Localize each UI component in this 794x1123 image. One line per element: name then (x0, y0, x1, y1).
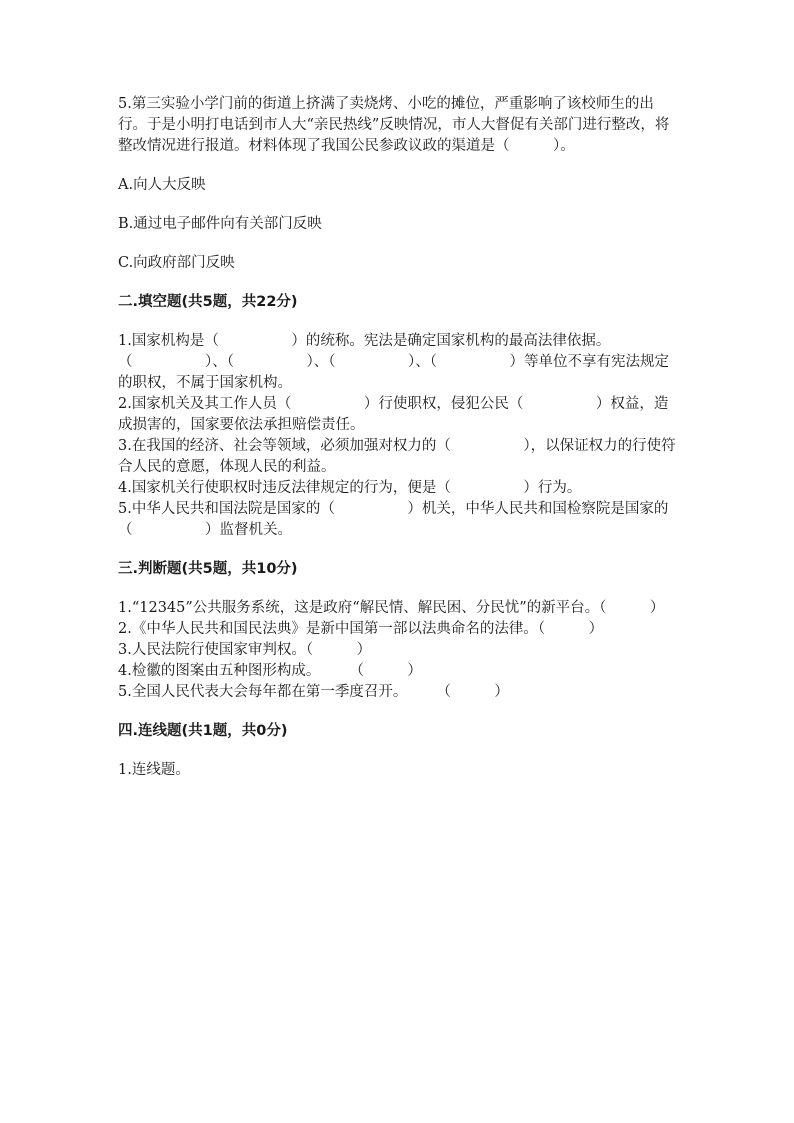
matching-item-1: 1.连线题。 (118, 762, 190, 778)
true-false-list (118, 598, 678, 703)
fill-blank-item-2: 2.国家机关及其工作人员（ ）行使职权，侵犯公民（ ）权益，造成损害的，国家要依法承担赔偿责任。 (118, 396, 669, 433)
true-false-item-3: 3.人民法院行使国家审判权。（ ） (118, 642, 372, 658)
section-matching-title: 四.连线题(共1题，共0分) (118, 723, 288, 739)
option-b: B.通过电子邮件向有关部门反映 (118, 216, 322, 232)
true-false-item-1: 1.“12345”公共服务系统，这是政府“解民情、解民困、分民忧”的新平台。（ ） (118, 600, 665, 616)
true-false-item-5: 5.全国人民代表大会每年都在第一季度召开。 （ ） (118, 684, 509, 700)
fill-blank-item-4: 4.国家机关行使职权时违反法律规定的行为，便是（ ）行为。 (118, 480, 582, 496)
fill-blank-item-1: 1.国家机构是（ ）的统称。宪法是确定国家机构的最高法律依据。（ ）、（ ）、（ ）、（ ）等单位不享有宪法规定的职权，不属于国家机构。 (118, 333, 669, 391)
fill-blank-item-5: 5.中华人民共和国法院是国家的（ ）机关，中华人民共和国检察院是国家的（ ）监督机关。 (118, 501, 669, 538)
section-fill-blank-title: 二.填空题(共5题，共22分) (118, 294, 298, 310)
section-true-false-title: 三.判断题(共5题，共10分) (118, 561, 298, 577)
option-a: A.向人大反映 (118, 177, 206, 193)
option-c: C.向政府部门反映 (118, 255, 235, 271)
fill-blank-item-3: 3.在我国的经济、社会等领域，必须加强对权力的（ ），以保证权力的行使符合人民的意愿，体现人民的利益。 (118, 438, 676, 475)
true-false-item-4: 4.检徽的图案由五种图形构成。 （ ） (118, 663, 422, 679)
fill-blank-list (118, 331, 678, 541)
question-5-stem: 5.第三实验小学门前的街道上挤满了卖烧烤、小吃的摊位，严重影响了该校师生的出行。于是小明打电话到市人大“亲民热线”反映情况，市人大督促有关部门进行整改，将整改情况进行报道。材料体现了我国公民参政议政的渠道是（ ）。 (118, 96, 670, 154)
exam-page (118, 94, 678, 781)
true-false-item-2: 2.《中华人民共和国民法典》是新中国第一部以法典命名的法律。（ ） (118, 621, 604, 637)
